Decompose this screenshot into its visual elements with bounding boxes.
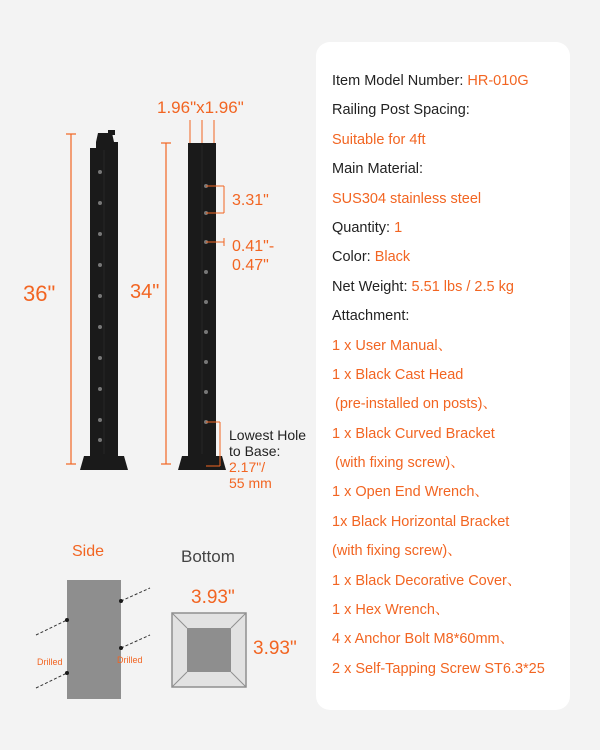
spec-model-value: HR-010G (467, 73, 529, 89)
hole-diameter-label-line2: 0.47" (232, 257, 269, 274)
bottom-depth-label: 3.93" (253, 638, 297, 659)
spec-spacing-label: Railing Post Spacing: (332, 102, 470, 119)
drilled-right-label: Drilled (117, 655, 143, 665)
attachment-item: 2 x Self-Tapping Screw ST6.3*25 (332, 660, 545, 677)
hole-diameter-label-line1: 0.41"- (232, 238, 275, 255)
spec-color-value: Black (374, 249, 411, 266)
spec-weight (332, 273, 545, 302)
height-34-label: 34" (130, 281, 160, 303)
lowest-hole-label-line1: Lowest Hole (229, 427, 307, 443)
post-without-head (178, 143, 226, 470)
attachment-item: 1 x Black Cast Head (332, 366, 464, 383)
attachment-item: (with fixing screw)、 (332, 543, 462, 560)
attachment-item: 1 x Open End Wrench、 (332, 484, 489, 501)
side-view-drawing (36, 580, 150, 699)
spec-list (332, 67, 545, 684)
spec-model-label: Item Model Number: (332, 73, 468, 89)
hole-spacing-label: 3.31" (232, 192, 269, 209)
drilled-left-label: Drilled (37, 657, 63, 667)
spec-model (332, 67, 545, 96)
spec-material-value: SUS304 stainless steel (332, 190, 482, 207)
spec-card (316, 42, 570, 710)
bottom-view-drawing (172, 613, 246, 687)
spec-quantity-value: 1 (394, 219, 403, 236)
spec-color (332, 243, 545, 272)
top-dimension-label: 1.96"x1.96" (157, 98, 244, 117)
attachment-item: 1 x User Manual、 (332, 337, 453, 354)
spec-attachment-label: Attachment: (332, 308, 410, 325)
height-34-dimension (161, 143, 171, 464)
bottom-view-title: Bottom (181, 547, 235, 566)
spec-quantity-label: Quantity: (332, 219, 395, 236)
lowest-hole-value-line2: 55 mm (229, 475, 272, 491)
attachment-item: (pre-installed on posts)、 (335, 396, 497, 413)
spec-weight-value: 5.51 lbs / 2.5 kg (411, 278, 514, 295)
lowest-hole-value-line1: 2.17"/ (229, 459, 266, 475)
spec-color-label: Color: (332, 249, 375, 266)
post-with-head (80, 130, 128, 470)
height-36-label: 36" (23, 281, 56, 306)
attachment-item: 1 x Black Curved Bracket (332, 425, 495, 442)
attachment-item: (with fixing screw)、 (335, 455, 465, 472)
attachment-item: 1x Black Horizontal Bracket (332, 513, 510, 530)
spec-weight-label: Net Weight: (332, 278, 412, 295)
attachment-item: 4 x Anchor Bolt M8*60mm、 (332, 631, 515, 648)
top-width-markers (190, 120, 214, 143)
bottom-width-label: 3.93" (191, 587, 235, 608)
side-view-title: Side (72, 543, 105, 560)
height-36-dimension (66, 134, 76, 464)
spec-spacing-value: Suitable for 4ft (332, 131, 426, 148)
attachment-item: 1 x Black Decorative Cover、 (332, 572, 522, 589)
lowest-hole-label-line2: to Base: (229, 443, 281, 459)
spec-material-label: Main Material: (332, 161, 424, 178)
spec-quantity (332, 214, 545, 243)
attachment-item: 1 x Hex Wrench、 (332, 602, 450, 619)
